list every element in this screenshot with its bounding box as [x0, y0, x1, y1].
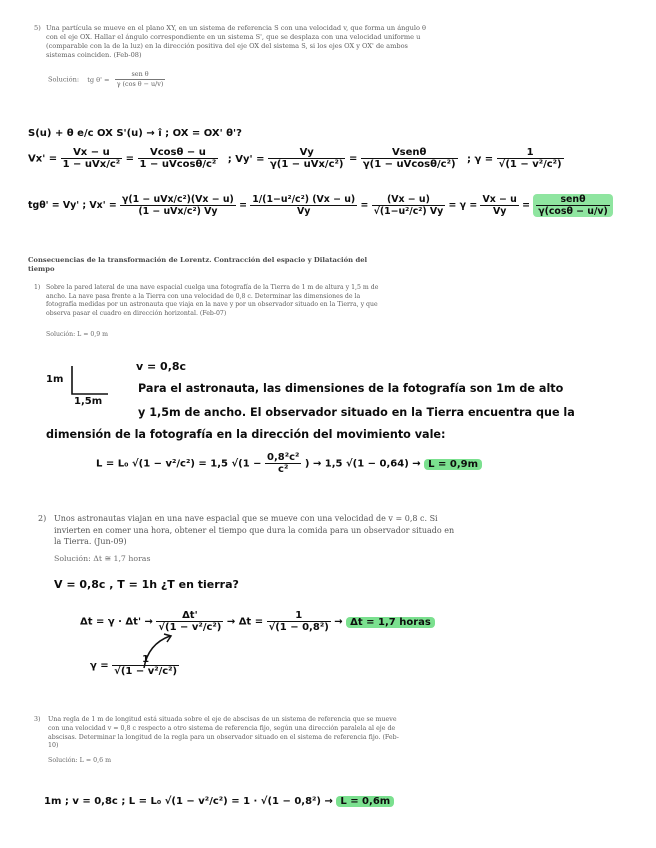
problem-3 [34, 716, 404, 751]
problem-3-solution: Solución: L = 0,6 m [48, 757, 112, 764]
problem-text: Unos astronautas viajan en una nave espacial que se mueve con una velocidad de v = 0,8 c. Si invierten en comer una hora, obtener el tiempo que dura la comida para un observador situado en la Tierra. (Jun-09) [54, 514, 455, 546]
vy2-frac [361, 147, 458, 170]
solution-lhs: tg θ' = [87, 75, 110, 84]
eq-d-den: √(1 − 0,8²) [268, 622, 329, 633]
problem-number: 1) [34, 284, 41, 291]
hand2-line1: V = 0,8c , T = 1h ¿T en tierra? [54, 578, 239, 591]
problem-text: Sobre la pared lateral de una nave espacial cuelga una fotografía de la Tierra de 1 m de altura y 1,5 m de ancho. La nave pasa frente a la Tierra con una velocidad de 0,8 c. Determinar las dimensiones de la fotografía medidas por un astronauta que viaja en la nave y por un observador situado en la Tierra, y que observa pasar el cuadro en dirección horizontal. (Feb-07) [46, 284, 379, 317]
tg-num1: γ(1 − uVx/c²)(Vx − u) [121, 194, 234, 205]
hand5-vx-block [28, 147, 564, 170]
tg-eq1: = [239, 200, 247, 211]
vx2-den: 1 − uVcosθ/c² [139, 159, 217, 170]
solution-label: Solución: [48, 75, 80, 84]
solution-denominator: γ (cos θ − u/v) [116, 80, 164, 88]
eq-result-highlight: Δt = 1,7 horas [346, 617, 435, 628]
hand1-eq [96, 452, 482, 475]
hand3-eq [44, 796, 394, 807]
hand1-p3: dimensión de la fotografía en la dirección del movimiento vale: [46, 428, 446, 441]
eq-left: L = L₀ √(1 − v²/c²) = 1,5 √(1 − [96, 458, 262, 470]
problem-number: 2) [38, 514, 47, 523]
eq-a: Δt = γ · Δt' → [80, 616, 153, 628]
eq-b-num: Δt' [156, 610, 223, 622]
vx-lhs: Vx' = [28, 153, 58, 165]
photo-diagram [66, 364, 116, 398]
problem-5-solution [48, 70, 348, 89]
solution-numerator: sen θ [115, 70, 166, 80]
vy-frac [268, 147, 346, 170]
gamma-num: 1 [497, 147, 564, 159]
vy-den: γ(1 − uVx/c²) [269, 159, 344, 170]
tg-den1: (1 − uVx/c²) Vy [138, 206, 218, 217]
hand5-tg-block [28, 194, 613, 217]
hand2-eq [80, 610, 435, 633]
eq-d-num: 1 [267, 610, 331, 622]
vy2-num: Vsenθ [361, 147, 458, 159]
vy-eq: = [348, 153, 358, 165]
gamma-frac [497, 147, 564, 170]
tg-num3: (Vx − u) [372, 194, 446, 206]
eq-d-frac [267, 610, 331, 633]
problem-text: Una partícula se mueve en el plano XY, en un sistema de referencia S con una velocidad v, que forma un ángulo θ con el eje OX. Hallar el ángulo correspondiente en un sistema S', que se desplaza con una velocidad uniforme u (comparable con la de la luz) en la dirección positiva del eje OX del sistema S, si los ejes OX y OX' de ambos sistemas coinciden. (Feb-08) [46, 24, 427, 59]
tg-res-den: γ(cosθ − u/v) [538, 206, 608, 217]
problem-1 [34, 284, 392, 318]
gamma-lhs: ; γ = [467, 153, 494, 165]
tg-den4: Vy [492, 206, 507, 217]
tg-den3: √(1−u²/c²) Vy [373, 206, 444, 217]
gamma-num: 1 [112, 654, 179, 666]
hand1-dim-w: 1,5m [74, 396, 103, 407]
eq-c: → Δt = [226, 616, 264, 628]
eq-result-highlight: L = 0,9m [424, 459, 482, 470]
tg-frac3 [372, 194, 446, 217]
vy-num: Vy [268, 147, 346, 159]
eq-b-den: √(1 − v²/c²) [158, 622, 222, 633]
eq-frac [265, 452, 301, 475]
eq-b-frac [156, 610, 223, 633]
tg-res-num: senθ [536, 194, 610, 206]
gamma-lhs: γ = [90, 660, 109, 672]
tg-eq3: = γ = [448, 200, 478, 211]
problem-number: 3) [34, 716, 41, 723]
hand3-result-highlight: L = 0,6m [336, 796, 394, 807]
vx2-num: Vcosθ − u [138, 147, 219, 159]
problem-text: Una regla de 1 m de longitud está situada sobre el eje de abscisas de un sistema de referencia que se mueve con una velocidad v = 0,8 c respecto a otro sistema de referencia fijo, según una dirección paralela al eje de abscisas. Determinar la longitud de la regla para un observador situado en el sistema de referencia fijo. (Feb-10) [48, 716, 399, 750]
hand2-gamma [90, 654, 179, 677]
tg-eq2: = [360, 200, 369, 211]
eq-e: → [334, 616, 343, 628]
tg-frac1 [120, 194, 236, 217]
vx2-frac [138, 147, 219, 170]
tg-den2: Vy [297, 206, 311, 217]
vy2-den: γ(1 − uVcosθ/c²) [362, 159, 456, 170]
gamma-frac [112, 654, 179, 677]
tg-num4: Vx − u [482, 194, 517, 205]
vx-frac [61, 147, 123, 170]
vx-num: Vx − u [61, 147, 123, 159]
tg-eq4: = [522, 200, 530, 211]
problem-2 [38, 513, 464, 548]
problem-1-solution: Solución: L = 0,9 m [46, 331, 109, 338]
vx-eq: = [125, 153, 135, 165]
gamma-den: √(1 − v²/c²) [498, 159, 562, 170]
gamma-den: √(1 − v²/c²) [114, 666, 178, 677]
problem-number: 5) [34, 24, 41, 32]
hand1-v: v = 0,8c [136, 360, 187, 373]
tg-frac4 [480, 194, 518, 217]
hand1-p1: Para el astronauta, las dimensiones de la fotografía son 1m de alto [138, 382, 564, 395]
tg-frac2 [250, 194, 357, 217]
tg-lhs: tgθ' = Vy' ; Vx' = [28, 200, 117, 211]
eq-frac-den: c² [278, 464, 289, 475]
hand1-p2: y 1,5m de ancho. El observador situado en la Tierra encuentra que la [138, 406, 575, 419]
hand1-dim-h: 1m [46, 374, 64, 385]
eq-right: ) → 1,5 √(1 − 0,64) → [304, 458, 421, 470]
section-title: Consecuencias de la transformación de Lorentz. Contracción del espacio y Dilatación del tiempo [28, 256, 368, 273]
vy-lhs: ; Vy' = [227, 153, 265, 165]
hand3-line: 1m ; v = 0,8c ; L = L₀ √(1 − v²/c²) = 1 · √(1 − 0,8²) → [44, 796, 333, 807]
solution-fraction [115, 70, 166, 89]
problem-2-solution: Solución: Δt ≅ 1,7 horas [54, 554, 151, 563]
tg-result-frac [533, 194, 613, 217]
hand5-line1: S(u) + θ e/c OX S'(u) → î ; OX = OX' θ'? [28, 128, 242, 139]
problem-5 [34, 24, 436, 60]
eq-frac-num: 0,8²c² [267, 452, 300, 463]
tg-num2: 1/(1−u²/c²) (Vx − u) [252, 194, 356, 205]
vx-den: 1 − uVx/c² [62, 159, 121, 170]
